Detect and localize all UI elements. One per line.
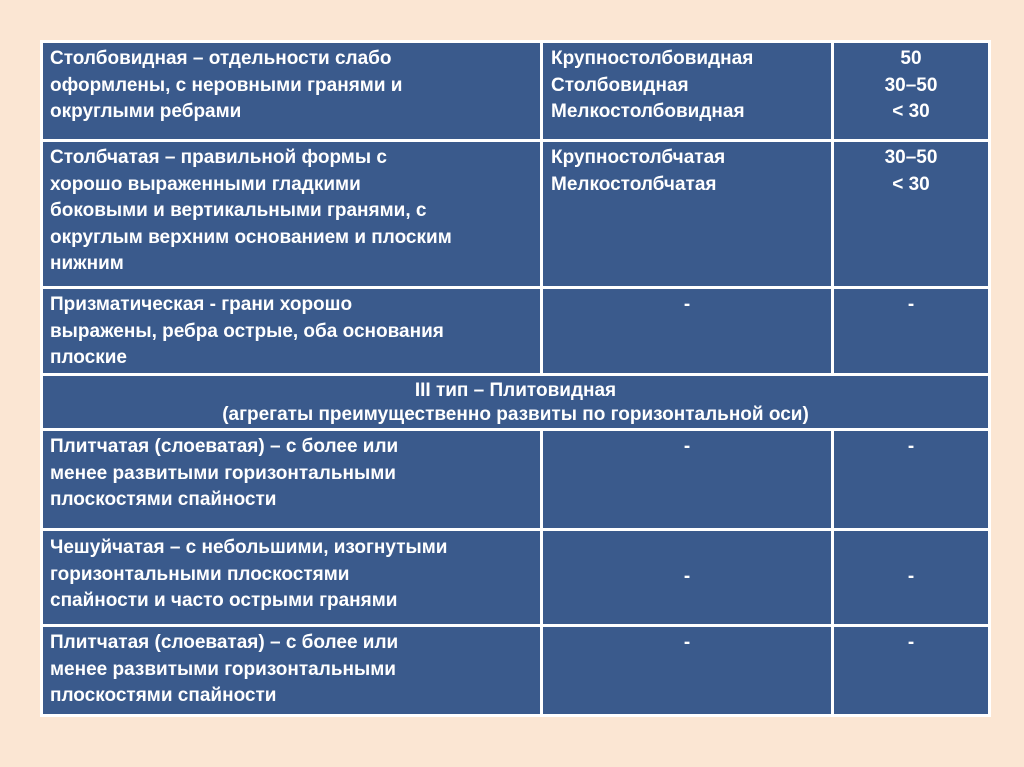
row-4-description: Плитчатая (слоеватая) – с более или менее развитыми горизонтальными плоскостями спайности bbox=[43, 431, 540, 528]
row-0-subtypes: Крупностолбовидная Столбовидная Мелкостолбовидная bbox=[543, 43, 831, 139]
row-5-subtypes: - bbox=[543, 531, 831, 624]
row-5-description: Чешуйчатая – с небольшими, изогнутыми горизонтальными плоскостями спайности и часто острыми гранями bbox=[43, 531, 540, 624]
row-6-sizes: - bbox=[834, 627, 988, 714]
row-4-subtypes: - bbox=[543, 431, 831, 528]
row-1-description: Столбчатая – правильной формы с хорошо выраженными гладкими боковыми и вертикальными гранями, с округлым верхним основанием и плоским нижним bbox=[43, 142, 540, 286]
row-1-sizes: 30–50 < 30 bbox=[834, 142, 988, 286]
row-2-description: Призматическая - грани хорошо выражены, ребра острые, оба основания плоские bbox=[43, 289, 540, 373]
row-0-sizes: 50 30–50 < 30 bbox=[834, 43, 988, 139]
row-2-subtypes: - bbox=[543, 289, 831, 373]
row-6-subtypes: - bbox=[543, 627, 831, 714]
row-0-description: Столбовидная – отдельности слабо оформлены, с неровными гранями и округлыми ребрами bbox=[43, 43, 540, 139]
row-2-sizes: - bbox=[834, 289, 988, 373]
type-iii-header: III тип – Плитовидная (агрегаты преимущественно развиты по горизонтальной оси) bbox=[43, 376, 988, 428]
row-1-subtypes: Крупностолбчатая Мелкостолбчатая bbox=[543, 142, 831, 286]
row-4-sizes: - bbox=[834, 431, 988, 528]
row-6-description: Плитчатая (слоеватая) – с более или менее развитыми горизонтальными плоскостями спайности bbox=[43, 627, 540, 714]
row-5-sizes: - bbox=[834, 531, 988, 624]
structure-table bbox=[40, 40, 991, 717]
